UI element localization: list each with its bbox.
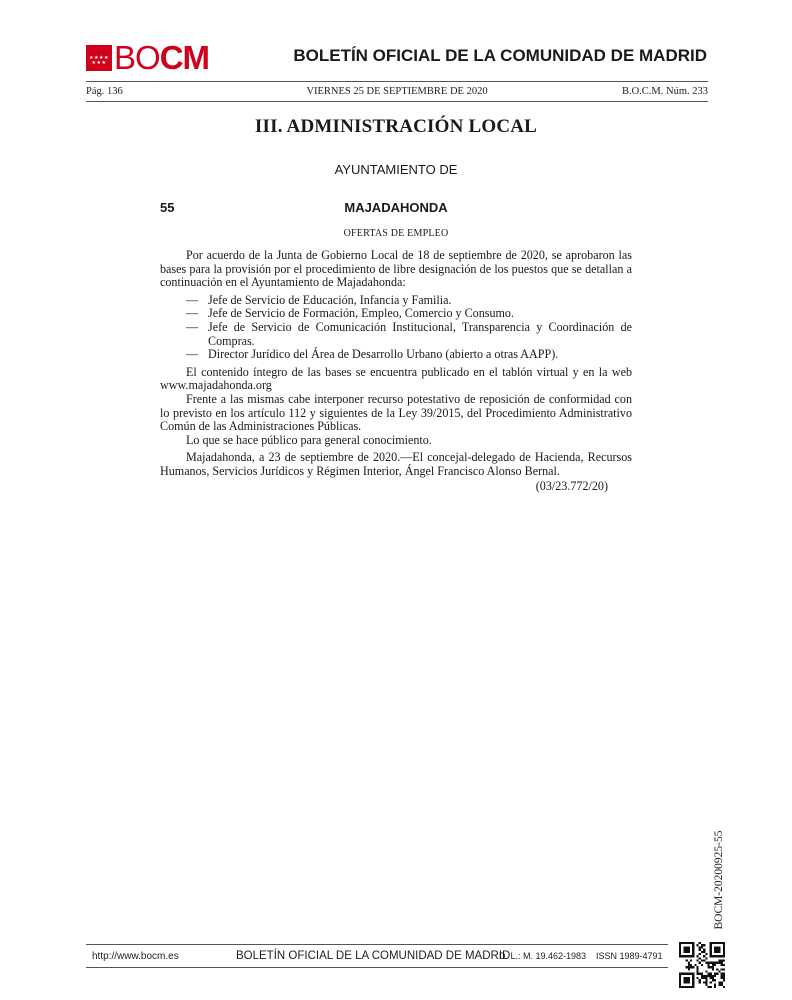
issue-date: VIERNES 25 DE SEPTIEMBRE DE 2020 bbox=[306, 86, 488, 97]
list-item-text: Jefe de Servicio de Comunicación Institucional, Transparencia y Coordinación de Compras. bbox=[208, 319, 632, 348]
list-item-text: Director Jurídico del Área de Desarrollo Urbano (abierto a otras AAPP). bbox=[208, 347, 559, 362]
page-number: Pág. 136 bbox=[86, 86, 123, 97]
footer-legal-deposit: D. L.: M. 19.462-1983 bbox=[499, 951, 587, 961]
section-title: III. ADMINISTRACIÓN LOCAL bbox=[254, 116, 538, 137]
reference-code: (03/23.772/20) bbox=[535, 478, 608, 493]
dash-bullet: — bbox=[186, 319, 199, 334]
header-rule-top bbox=[86, 81, 708, 82]
logo-stars: ★★★★ ★★★ bbox=[89, 55, 109, 66]
bocm-logo bbox=[86, 39, 210, 76]
meta-row bbox=[86, 86, 708, 100]
logo-text-cm: CM bbox=[159, 39, 210, 76]
appeal-paragraph: Frente a las mismas cabe interponer recurso potestativo de reposición de conformidad con lo previsto en los artículo 112 y siguientes de la Ley 39/2015, del Procedimiento Administrativo Común de las Administraciones Públicas. bbox=[160, 391, 632, 434]
ayuntamiento-label: AYUNTAMIENTO DE bbox=[334, 162, 458, 177]
list-item bbox=[160, 348, 632, 362]
side-code-text: BOCM-20200925-55 bbox=[713, 830, 725, 930]
dash-bullet: — bbox=[186, 347, 199, 362]
footer-issn: ISSN 1989-4791 bbox=[596, 951, 663, 961]
footer-publication-name: BOLETÍN OFICIAL DE LA COMUNIDAD DE MADRID bbox=[236, 950, 511, 962]
positions-list bbox=[160, 294, 632, 362]
issue-number: B.O.C.M. Núm. 233 bbox=[621, 86, 708, 97]
footer-rule-top bbox=[86, 944, 668, 945]
header-title: BOLETÍN OFICIAL DE LA COMUNIDAD DE MADRID bbox=[293, 46, 707, 65]
footer bbox=[86, 950, 668, 964]
subject-heading: OFERTAS DE EMPLEO bbox=[343, 228, 449, 239]
header-rule-bottom bbox=[86, 101, 708, 102]
side-code bbox=[706, 826, 732, 934]
document-body bbox=[160, 249, 632, 493]
publication-paragraph: El contenido íntegro de las bases se encuentra publicado en el tablón virtual y en la web www.majadahonda.org bbox=[160, 364, 632, 393]
public-notice-paragraph: Lo que se hace público para general conocimiento. bbox=[186, 432, 432, 447]
dash-bullet: — bbox=[186, 306, 199, 321]
list-item-text: Jefe de Servicio de Formación, Empleo, Comercio y Consumo. bbox=[208, 306, 514, 321]
list-item bbox=[160, 321, 632, 348]
footer-rule-bottom bbox=[86, 967, 668, 968]
list-item-text: Jefe de Servicio de Educación, Infancia y Familia. bbox=[208, 292, 452, 307]
intro-paragraph: Por acuerdo de la Junta de Gobierno Local de 18 de septiembre de 2020, se aprobaron las bases para la provisión por el procedimiento de libre designación de los puestos que se detallan a continuación en el Ayuntamiento de Majadahonda: bbox=[160, 248, 632, 290]
dash-bullet: — bbox=[186, 292, 199, 307]
list-item bbox=[160, 294, 632, 308]
footer-url-link[interactable]: http://www.bocm.es bbox=[92, 951, 179, 962]
entry-number: 55 bbox=[160, 200, 175, 215]
signature-paragraph: Majadahonda, a 23 de septiembre de 2020.—El concejal-delegado de Hacienda, Recursos Humanos, Servicios Jurídicos y Régimen Interior, Ángel Francisco Alonso Bernal. bbox=[160, 450, 632, 478]
logo-text-bo: BO bbox=[114, 39, 160, 76]
bocm-logo-icon bbox=[86, 45, 112, 71]
qr-code-icon bbox=[679, 942, 725, 988]
municipality-name: MAJADAHONDA bbox=[344, 200, 448, 215]
list-item bbox=[160, 307, 632, 321]
